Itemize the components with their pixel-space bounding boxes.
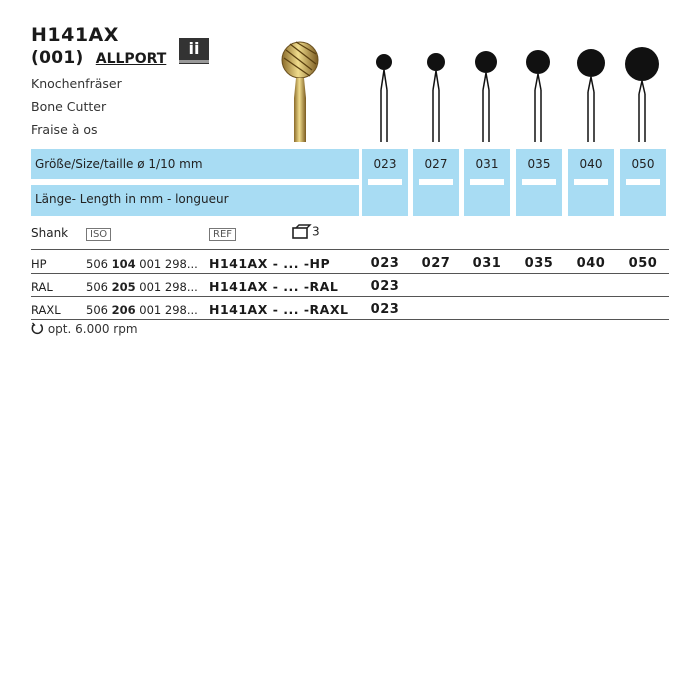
shank-ral: RAL (31, 280, 53, 294)
name-german: Knochenfräser (31, 76, 122, 91)
size-column-035: 035 (516, 149, 562, 216)
length-label: Länge- Length in mm - longueur (35, 192, 229, 206)
size-label: Größe/Size/taille ø 1/10 mm (35, 157, 203, 171)
logo-text: ii (188, 39, 200, 58)
ref-ral: H141AX - ... -RAL (209, 279, 339, 294)
shank-header: Shank (31, 226, 69, 240)
figure-number: (001) (31, 48, 84, 68)
table-cell: 031 (472, 256, 502, 271)
ref-header: REF (209, 226, 236, 240)
rpm-note: opt. 6.000 rpm (31, 322, 138, 336)
bur-size-035-icon (523, 40, 553, 144)
iso-number-ral: 506 205 001 298... (86, 280, 198, 294)
bur-size-027-icon (425, 40, 447, 144)
row-divider (31, 273, 669, 274)
ref-raxl: H141AX - ... -RAXL (209, 302, 349, 317)
table-cell: 027 (421, 256, 451, 271)
size-column-031: 031 (464, 149, 510, 216)
table-cell: 023 (370, 302, 400, 317)
row-divider (31, 296, 669, 297)
shank-hp: HP (31, 257, 47, 271)
name-french: Fraise à os (31, 122, 98, 137)
iso-header: ISO (86, 226, 111, 240)
rotation-icon (31, 322, 44, 335)
bur-size-031-icon (472, 40, 500, 144)
name-english: Bone Cutter (31, 99, 107, 114)
iso-number-raxl: 506 206 001 298... (86, 303, 198, 317)
size-column-050: 050 (620, 149, 666, 216)
bur-photo-icon (272, 38, 332, 142)
package-icon (292, 224, 312, 240)
table-cell: 035 (524, 256, 554, 271)
brand-logo-icon (179, 38, 209, 64)
product-code: H141AX (31, 24, 119, 46)
table-cell: 023 (370, 256, 400, 271)
bur-size-050-icon (622, 40, 662, 144)
table-cell: 023 (370, 279, 400, 294)
iso-number-hp: 506 104 001 298... (86, 257, 198, 271)
row-divider (31, 319, 669, 320)
bur-size-023-icon (373, 40, 395, 144)
brand-name: ALLPORT (95, 51, 167, 67)
product-figure-line (31, 48, 166, 68)
size-column-023: 023 (362, 149, 408, 216)
size-column-027: 027 (413, 149, 459, 216)
table-cell: 050 (628, 256, 658, 271)
table-cell: 040 (576, 256, 606, 271)
size-column-040: 040 (568, 149, 614, 216)
table-divider (31, 249, 669, 250)
package-header: 3 (292, 224, 320, 240)
ref-hp: H141AX - ... -HP (209, 256, 331, 271)
bur-size-040-icon (574, 40, 608, 144)
shank-raxl: RAXL (31, 303, 61, 317)
